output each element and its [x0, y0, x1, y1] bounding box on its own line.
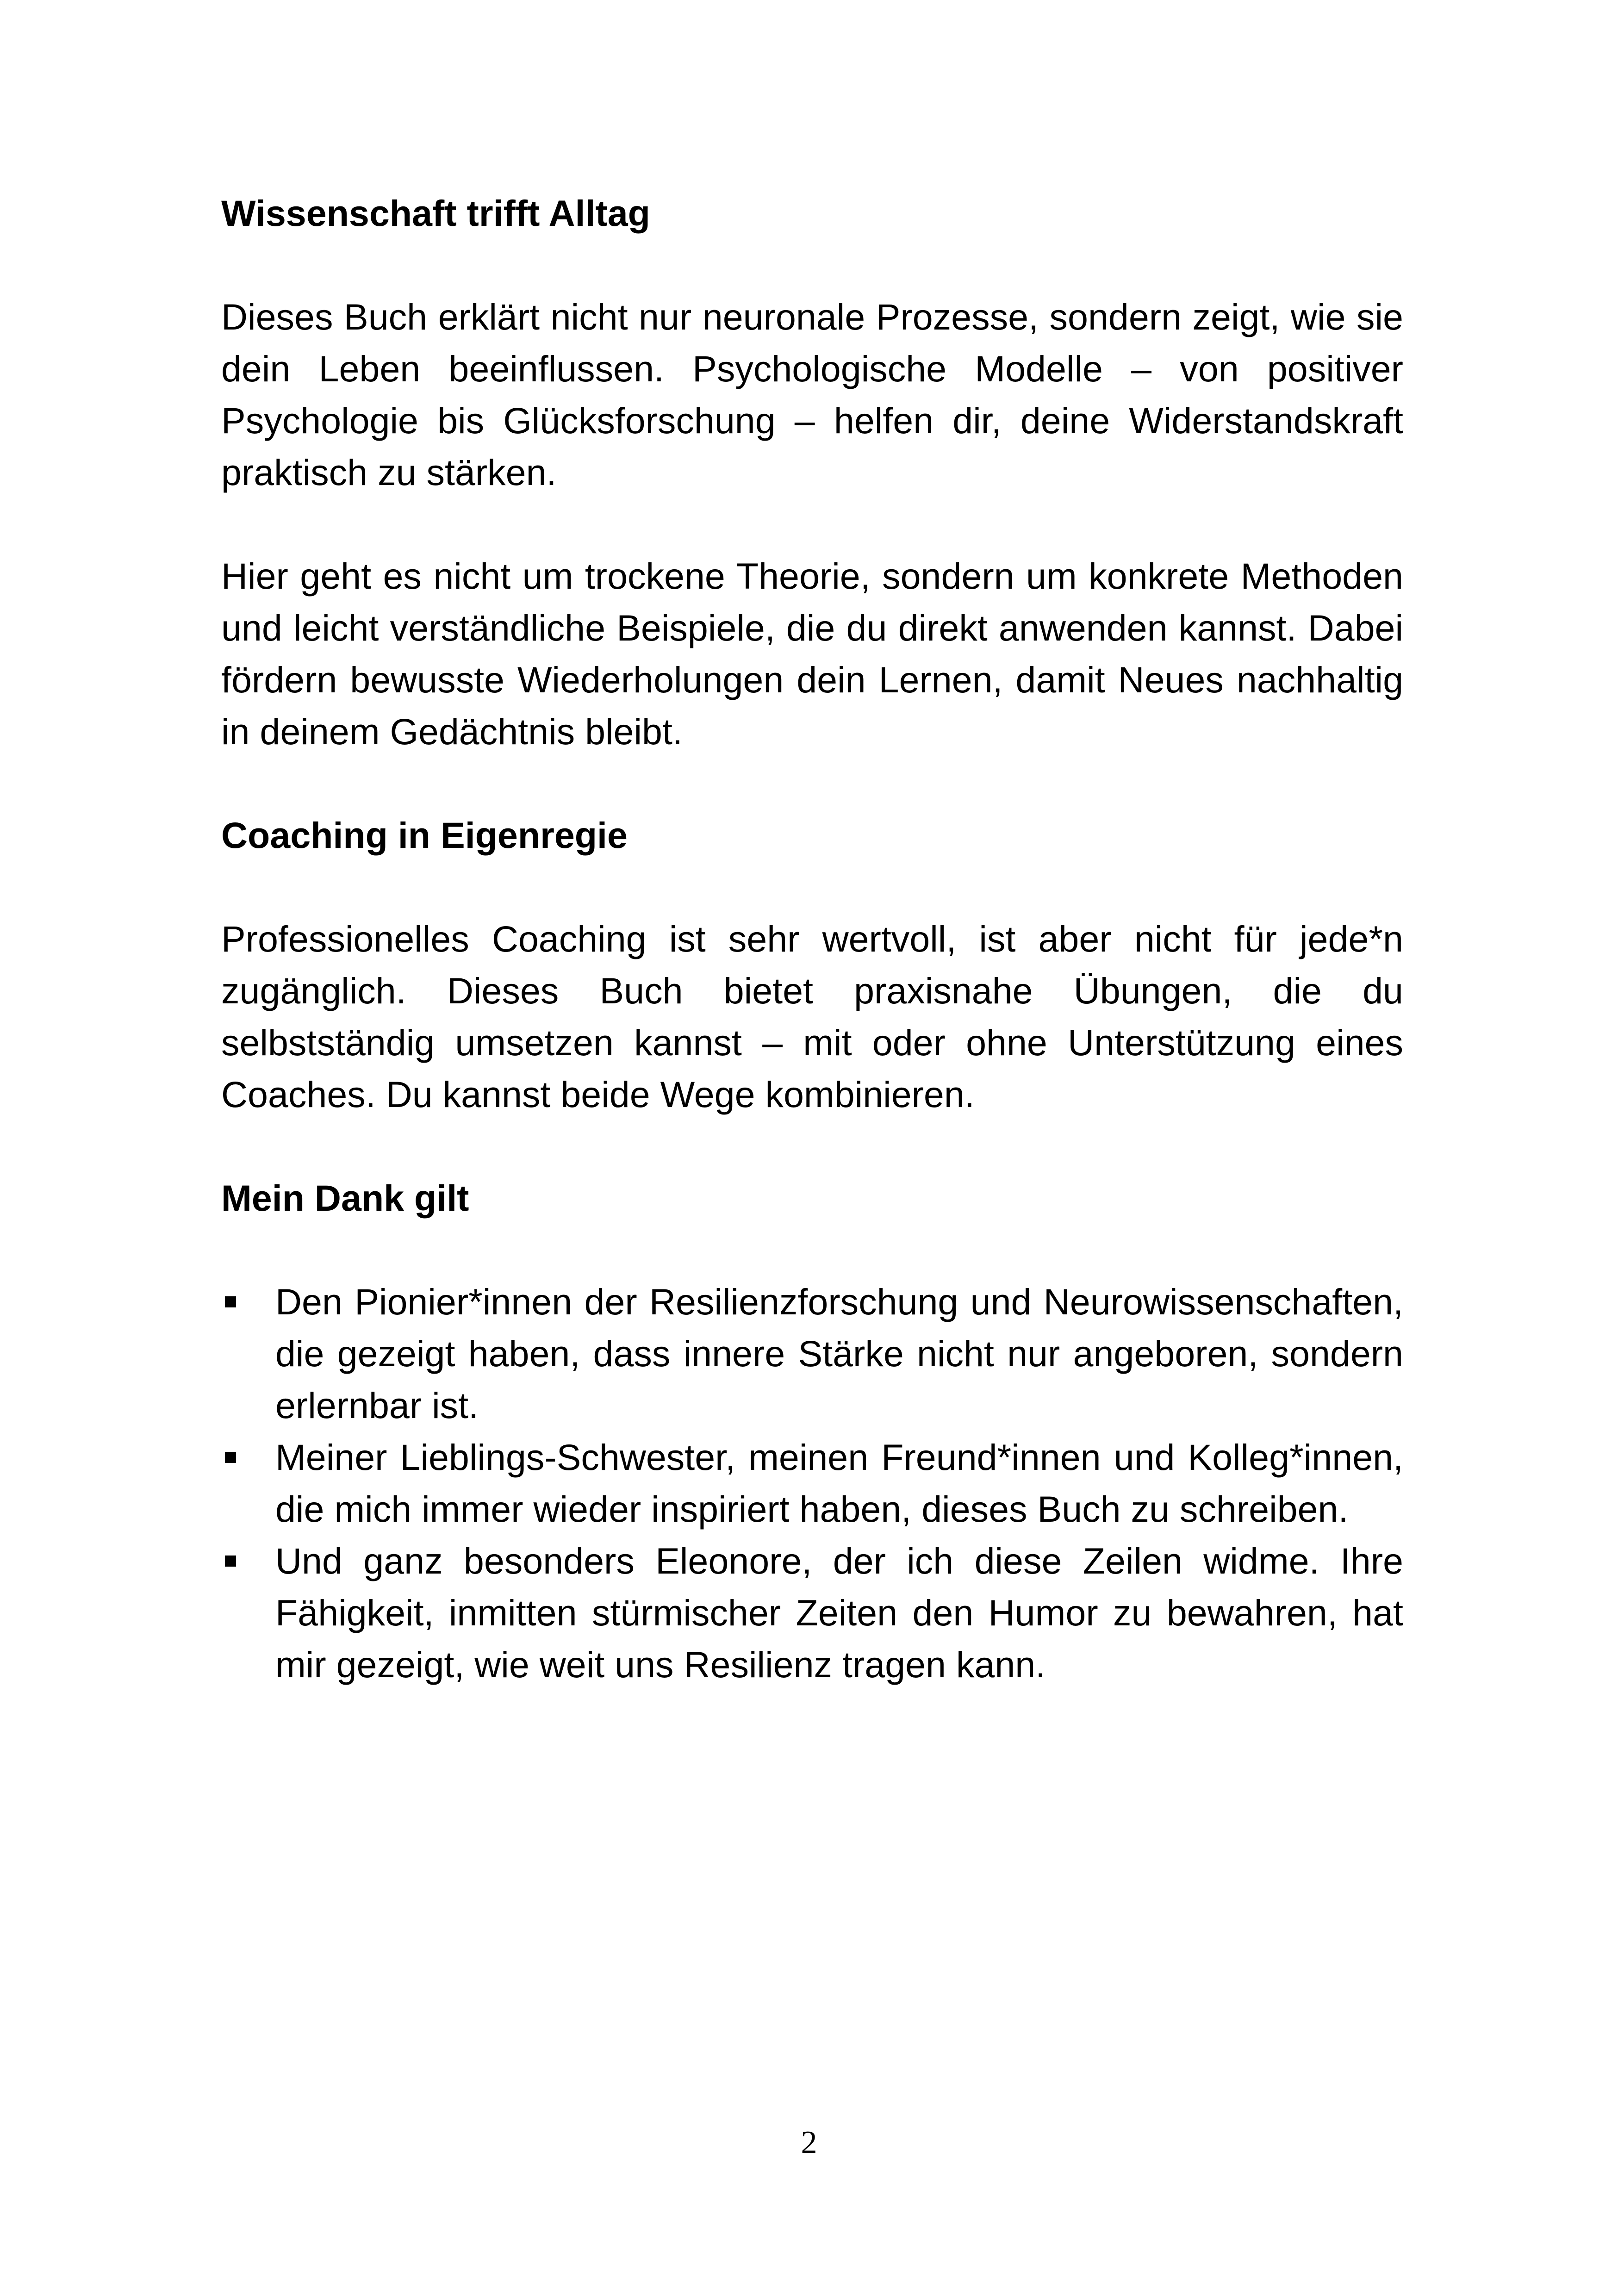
- spacer: [221, 1120, 1403, 1172]
- section-heading-wissenschaft: Wissenschaft trifft Alltag: [221, 193, 650, 234]
- list-item: [221, 1431, 1403, 1535]
- page-number: 2: [801, 2125, 817, 2160]
- list-item-text: Und ganz besonders Eleonore, der ich diese Zeilen widme. Ihre Fähigkeit, inmitten stürmischer Zeiten den Humor zu bewahren, hat mir gezeigt, wie weit uns Resilienz tragen kann.: [275, 1540, 1403, 1685]
- section-heading-dank: Mein Dank gilt: [221, 1177, 469, 1219]
- list-item-text: Den Pionier*innen der Resilienzforschung und Neurowissenschaften, die gezeigt haben, dass innere Stärke nicht nur angeboren, sondern erlernbar ist.: [275, 1281, 1403, 1426]
- spacer: [221, 498, 1403, 550]
- list-item-text: Meiner Lieblings-Schwester, meinen Freund*innen und Kolleg*innen, die mich immer wieder inspiriert haben, dieses Buch zu schreiben.: [275, 1437, 1403, 1530]
- section-heading-coaching: Coaching in Eigenregie: [221, 815, 628, 856]
- spacer: [221, 861, 1403, 913]
- square-bullet-icon: [225, 1556, 236, 1567]
- square-bullet-icon: [225, 1452, 236, 1463]
- page-content: [221, 187, 1403, 1691]
- thanks-list: [221, 1276, 1403, 1691]
- spacer: [221, 1224, 1403, 1276]
- list-item: [221, 1276, 1403, 1431]
- spacer: [221, 758, 1403, 809]
- list-item: [221, 1535, 1403, 1691]
- square-bullet-icon: [225, 1296, 236, 1307]
- spacer: [221, 239, 1403, 291]
- paragraph: Professionelles Coaching ist sehr wertvoll, ist aber nicht für jede*n zugänglich. Dieses Buch bietet praxisnahe Übungen, die du selbstständig umsetzen kannst – mit oder ohne Unterstützung eines Coaches. Du kannst beide Wege kombinieren.: [221, 918, 1403, 1115]
- paragraph: Hier geht es nicht um trockene Theorie, sondern um konkrete Methoden und leicht verständliche Beispiele, die du direkt anwenden kannst. Dabei fördern bewusste Wiederholungen dein Lernen, damit Neues nachhaltig in deinem Gedächtnis bleibt.: [221, 555, 1403, 752]
- paragraph: Dieses Buch erklärt nicht nur neuronale Prozesse, sondern zeigt, wie sie dein Leben beeinflussen. Psychologische Modelle – von positiver Psychologie bis Glücksforschung – helfen dir, deine Widerstandskraft praktisch zu stärken.: [221, 296, 1403, 493]
